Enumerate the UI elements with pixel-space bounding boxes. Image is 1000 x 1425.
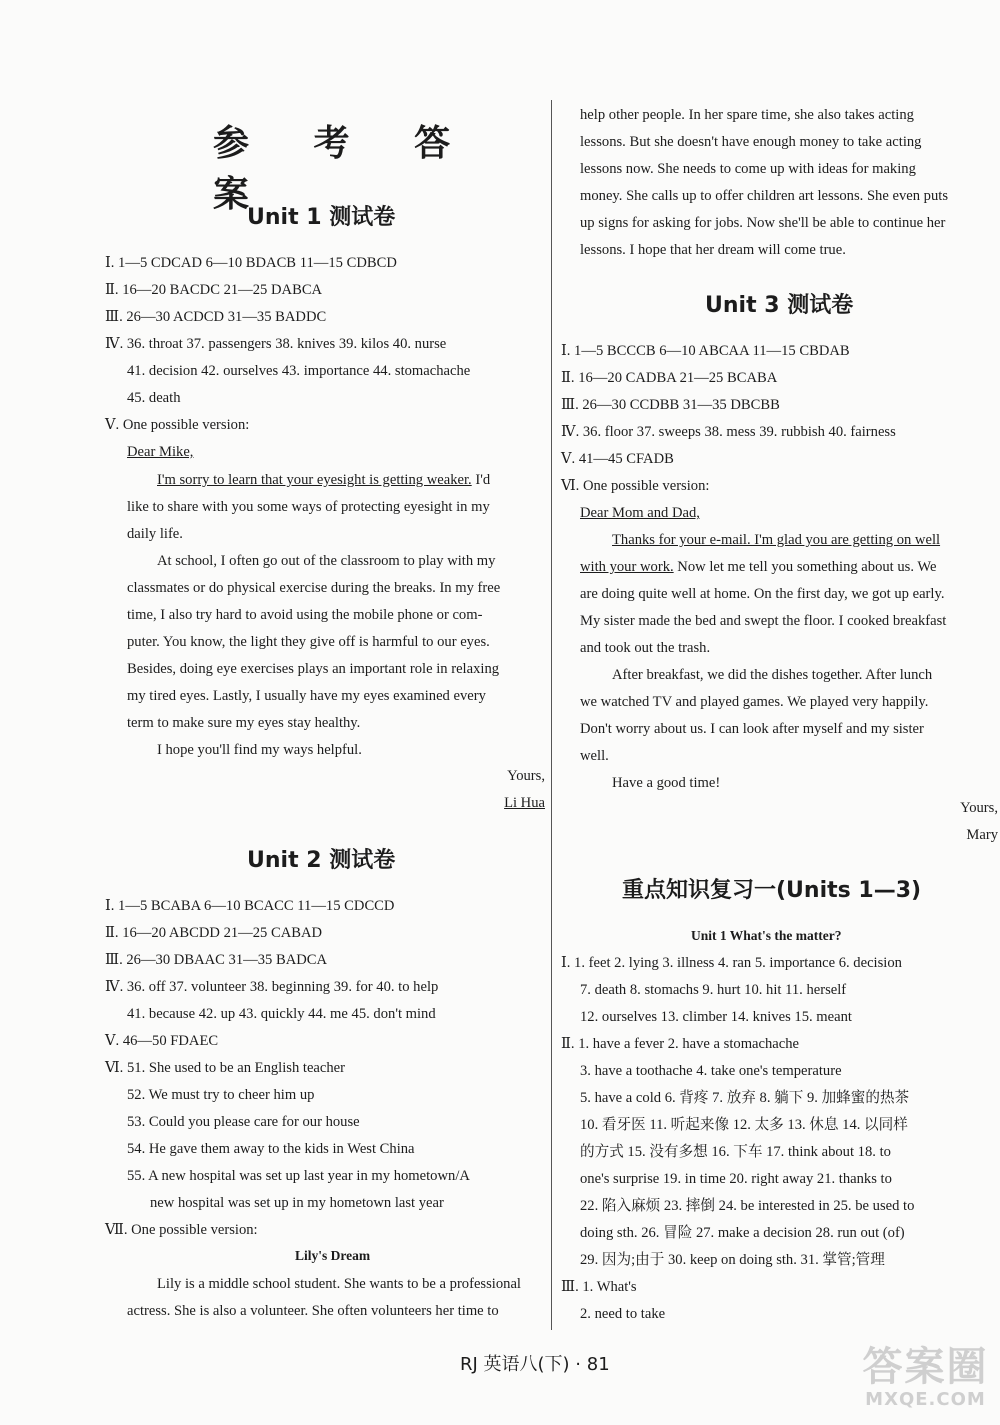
answer-line: 3. have a toothache 4. take one's temperature [580,1063,842,1079]
essay-text: I'd [471,472,491,488]
letter-closing: Yours, [507,768,545,784]
essay-line: are doing quite well at home. On the first day, we got up early. [580,586,945,602]
essay-text: Now let me tell you something about us. We [673,559,937,575]
answer-line: Ⅰ. 1—5 CDCAD 6—10 BDACB 11—15 CDBCD [105,255,397,271]
answer-line: 10. 看牙医 11. 听起来像 12. 太多 13. 休息 14. 以同样 [580,1117,908,1133]
answer-line: Ⅴ. 41—45 CFADB [561,451,674,467]
letter-closing: Yours, [960,800,998,816]
essay-line: up signs for asking for jobs. Now she'll be able to continue her [580,215,946,231]
essay-line: daily life. [127,526,183,542]
underlined-opening: Thanks for your e-mail. I'm glad you are getting on well [612,532,941,548]
review-subheading: Unit 1 What's the matter? [691,928,842,943]
essay-line [127,470,490,490]
watermark-logo [858,1345,993,1417]
answer-line: 53. Could you please care for our house [127,1114,360,1130]
essay-line: I hope you'll find my ways helpful. [157,742,362,758]
answer-line: doing sth. 26. 冒险 27. make a decision 28. run out (of) [580,1225,905,1241]
underlined-opening: I'm sorry to learn that your eyesight is getting weaker. [157,472,472,488]
unit2-heading: Unit 2 测试卷 [247,848,396,873]
essay-line: term to make sure my eyes stay healthy. [127,715,361,731]
watermark-text: 答案圈 [862,1344,989,1390]
essay-line: help other people. In her spare time, she also takes acting [580,107,914,123]
answer-line: 54. He gave them away to the kids in West China [127,1141,415,1157]
answer-line: Ⅳ. 36. throat 37. passengers 38. knives 39. kilos 40. nurse [105,336,447,352]
answer-line: Ⅲ. 26—30 DBAAC 31—35 BADCA [105,952,328,968]
answer-line: Ⅱ. 16—20 ABCDD 21—25 CABAD [105,925,323,941]
essay-line: Besides, doing eye exercises plays an important role in relaxing [127,661,500,677]
essay-line: puter. You know, the light they give off is harmful to our eyes. [127,634,490,650]
watermark-url: MXQE.COM [865,1389,986,1410]
answer-line: Ⅱ. 1. have a fever 2. have a stomachache [561,1036,800,1052]
answer-line: Ⅰ. 1. feet 2. lying 3. illness 4. ran 5. importance 6. decision [561,955,902,971]
essay-line: time, I also try hard to avoid using the mobile phone or com- [127,607,483,623]
unit1-heading: Unit 1 测试卷 [247,205,396,230]
answer-line: Ⅱ. 16—20 CADBA 21—25 BCABA [561,370,778,386]
answer-line: Ⅰ. 1—5 BCABA 6—10 BCACC 11—15 CDCCD [105,898,395,914]
answer-line: 41. decision 42. ourselves 43. importance 44. stomachache [127,363,471,379]
essay-line: lessons. I hope that her dream will come true. [580,242,846,258]
answer-line: 52. We must try to cheer him up [127,1087,315,1103]
answer-line: 5. have a cold 6. 背疼 7. 放弃 8. 躺下 9. 加蜂蜜的热茶 [580,1090,910,1106]
answer-line: 的方式 15. 没有多想 16. 下车 17. think about 18. to [580,1144,891,1160]
essay-line: classmates or do physical exercise during the breaks. In my free [127,580,501,596]
answer-line: 55. A new hospital was set up last year in my hometown/A [127,1168,470,1184]
essay-line: Lily is a middle school student. She wants to be a professional [157,1276,521,1292]
letter-salutation: Dear Mike, [127,444,194,460]
essay-line: and took out the trash. [580,640,711,656]
answer-line: 12. ourselves 13. climber 14. knives 15. meant [580,1009,852,1025]
essay-line: At school, I often go out of the classroom to play with my [157,553,496,569]
page-footer: RJ 英语八(下) · 81 [460,1354,610,1375]
underlined-opening: with your work. [580,559,674,575]
answer-line: Ⅲ. 1. What's [561,1279,637,1295]
essay-line: lessons now. She needs to come up with ideas for making [580,161,916,177]
answer-line: Ⅱ. 16—20 BACDC 21—25 DABCA [105,282,323,298]
answer-line: Ⅵ. One possible version: [561,478,710,494]
answer-line: 7. death 8. stomachs 9. hurt 10. hit 11. herself [580,982,847,998]
answer-line: 41. because 42. up 43. quickly 44. me 45. don't mind [127,1006,436,1022]
essay-line: like to share with you some ways of protecting eyesight in my [127,499,490,515]
answer-line: Ⅰ. 1—5 BCCCB 6—10 ABCAA 11—15 CBDAB [561,343,850,359]
answer-line: Ⅵ. 51. She used to be an English teacher [105,1060,346,1076]
column-divider [551,100,552,1330]
essay-line: Don't worry about us. I can look after myself and my sister [580,721,924,737]
answer-line: Ⅳ. 36. off 37. volunteer 38. beginning 39. for 40. to help [105,979,439,995]
letter-signature: Li Hua [504,795,545,811]
essay-line: actress. She is also a volunteer. She often volunteers her time to [127,1303,499,1319]
essay-line: After breakfast, we did the dishes together. After lunch [612,667,933,683]
review-heading: 重点知识复习一(Units 1—3) [622,878,922,903]
letter-signature: Mary [966,827,998,843]
answer-line: Ⅲ. 26—30 CCDBB 31—35 DBCBB [561,397,780,413]
essay-line: lessons. But she doesn't have enough money to take acting [580,134,922,150]
answer-line: 29. 因为;由于 30. keep on doing sth. 31. 掌管;管理 [580,1252,885,1268]
answer-line: Ⅶ. One possible version: [105,1222,258,1238]
answer-line: Ⅳ. 36. floor 37. sweeps 38. mess 39. rubbish 40. fairness [561,424,896,440]
answer-line: 45. death [127,390,181,406]
essay-line: well. [580,748,609,764]
essay-line: my tired eyes. Lastly, I usually have my eyes examined every [127,688,486,704]
essay-line: we watched TV and played games. We played very happily. [580,694,929,710]
answer-line: 2. need to take [580,1306,666,1322]
answer-line: Ⅴ. 46—50 FDAEC [105,1033,219,1049]
answer-line: 22. 陷入麻烦 23. 摔倒 24. be interested in 25. be used to [580,1198,915,1214]
page-title: 参 考 答 案 [213,122,477,215]
essay-line: money. She calls up to offer children art lessons. She even puts [580,188,949,204]
answer-line: Ⅲ. 26—30 ACDCD 31—35 BADDC [105,309,327,325]
essay-line: My sister made the bed and swept the floor. I cooked breakfast [580,613,947,629]
answer-line: one's surprise 19. in time 20. right away 21. thanks to [580,1171,892,1187]
answer-line: Ⅴ. One possible version: [105,417,250,433]
unit3-heading: Unit 3 测试卷 [705,293,854,318]
essay-line [580,557,936,577]
letter-salutation: Dear Mom and Dad, [580,505,700,521]
answer-line: new hospital was set up in my hometown last year [150,1195,444,1211]
essay-line: Have a good time! [612,775,721,791]
essay-title: Lily's Dream [295,1248,371,1263]
